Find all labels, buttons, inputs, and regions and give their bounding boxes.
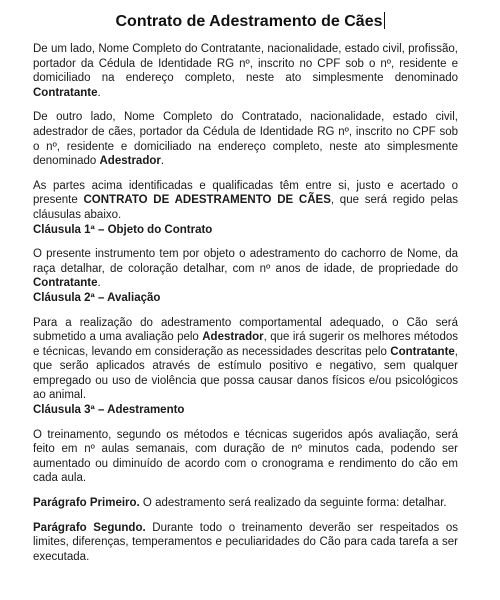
paragraph-text: .: [97, 86, 101, 99]
paragraph-partes: [33, 179, 458, 223]
paragraph-text: O adestramento será realizado da seguinte forma: detalhar.: [139, 497, 447, 510]
clause-3-text: O treinamento, segundo os métodos e técnicas sugeridos após avaliação, será feito em nº aulas semanais, com duração de nº minutos cada, podendo ser aumentado ou diminuído de acordo com o cronograma e rendimento do cão em cada aula.: [33, 428, 458, 485]
paragraph-text: De outro lado, Nome Completo do Contratado, nacionalidade, estado civil, adestrador de cães, portador da Cédula de Identidade RG nº, inscrito no CPF sob o nº, residente e domiciliado na endereço completo, neste ato simplesmente denominado: [33, 111, 458, 168]
paragraph-text: , que serão aplicados através de estímulo positivo e negativo, sem qualquer empregado ou uso de violência que possa causar danos físicos e/ou psicológicos ao animal.: [33, 345, 458, 402]
paragraph-text: , que será regido pelas cláusulas abaixo.: [33, 194, 458, 221]
clause-1-text: [33, 247, 458, 291]
paragraph-label: Parágrafo Segundo.: [33, 521, 146, 534]
clause-1-heading: Cláusula 1ª – Objeto do Contrato: [33, 223, 213, 236]
adestrador-term: Adestrador: [99, 155, 161, 168]
paragraph-text: Para a realização do adestramento comportamental adequado, o Cão será submetido a uma avaliação pelo: [33, 316, 458, 344]
paragraph-text: Durante todo o treinamento deverão ser respeitados os limites, diferenças, temperamentos e peculiaridades do Cão para cada tarefa a ser executada.: [33, 521, 458, 563]
paragraph-adestrador: [33, 110, 458, 168]
clause-3-heading: Cláusula 3ª – Adestramento: [33, 404, 185, 417]
paragraph-text: .: [160, 155, 165, 168]
paragraph-text: O presente instrumento tem por objeto o adestramento do cachorro de Nome, da raça detalhar, de coloração detalhar, com nº anos de idade, de propriedade do: [33, 248, 458, 275]
contratante-term: Contratante: [33, 277, 98, 290]
paragraph-text: .: [97, 277, 101, 290]
document-title: [0, 12, 500, 32]
paragraph-label: Parágrafo Primeiro.: [33, 497, 140, 510]
contratante-term: Contratante: [33, 86, 98, 99]
text-cursor: [384, 12, 385, 29]
paragraph-segundo: [33, 521, 458, 565]
document-body: [33, 42, 458, 564]
contract-name-term: CONTRATO DE ADESTRAMENTO DE CÃES: [83, 194, 331, 207]
clause-2-heading: Cláusula 2ª – Avaliação: [33, 291, 161, 304]
document-title-text: Contrato de Adestramento de Cães: [115, 13, 383, 30]
paragraph-text: , que irá sugerir os melhores métodos e técnicas, levando em consideração as necessidades descritas pelo: [33, 331, 458, 358]
contratante-term: Contratante: [390, 345, 455, 358]
paragraph-contratante: [33, 42, 458, 100]
paragraph-text: De um lado, Nome Completo do Contratante, nacionalidade, estado civil, profissão, portador da Cédula de Identidade RG nº, inscrito no CPF sob o nº, residente e domiciliado na endereço completo, neste ato simplesmente denominado: [33, 43, 458, 85]
adestrador-term: Adestrador: [202, 331, 264, 344]
paragraph-primeiro: [33, 496, 458, 511]
paragraph-text: As partes acima identificadas e qualificadas têm entre si, justo e acertado o presente: [33, 179, 458, 207]
clause-2-text: [33, 316, 458, 404]
